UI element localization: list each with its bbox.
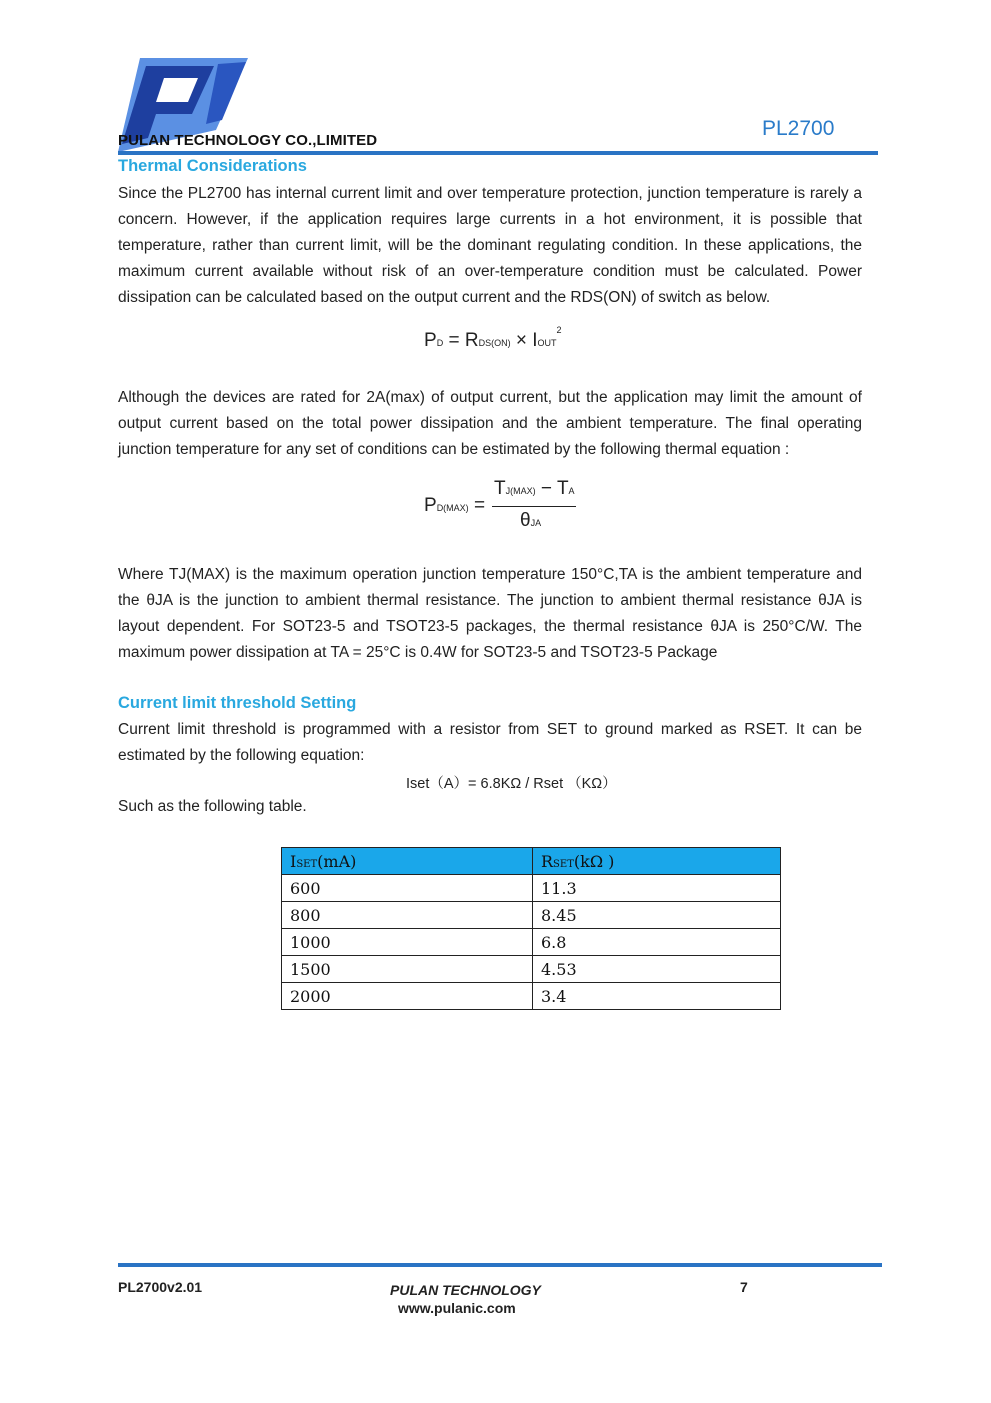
iset-equation: Iset（A）= 6.8KΩ / Rset （KΩ）	[406, 776, 617, 792]
part-number: PL2700	[762, 117, 835, 140]
current-limit-heading: Current limit threshold Setting	[118, 694, 357, 712]
table-header-iset: ISET(mA)	[282, 848, 533, 875]
table-cell: 2000	[282, 983, 533, 1010]
footer-divider	[118, 1263, 882, 1267]
table-cell: 600	[282, 875, 533, 902]
thermal-paragraph-3: Where TJ(MAX) is the maximum operation junction temperature 150°C,TA is the ambient temperature and the θJA is the junction to ambient thermal resistance. The junction to ambient thermal resistance θJA is layout dependent. For SOT23-5 and TSOT23-5 packages, the thermal resistance θJA is 250°C/W. The maximum power dissipation at TA = 25°C is 0.4W for SOT23-5 and TSOT23-5 Package	[118, 566, 862, 661]
footer-version: PL2700v2.01	[118, 1279, 203, 1295]
table-cell: 1000	[282, 929, 533, 956]
table-row	[282, 875, 781, 902]
header-divider	[118, 151, 878, 155]
thermal-paragraph-2: Although the devices are rated for 2A(max) of output current, but the application may limit the amount of output current based on the total power dissipation and the ambient temperature. The final operating junction temperature for any set of conditions can be estimated by the following thermal equation :	[118, 389, 862, 458]
table-cell: 8.45	[533, 902, 781, 929]
table-cell: 3.4	[533, 983, 781, 1010]
footer-url[interactable]: www.pulanic.com	[398, 1300, 516, 1316]
table-row	[282, 902, 781, 929]
table-cell: 1500	[282, 956, 533, 983]
thermal-paragraph-1: Since the PL2700 has internal current limit and over temperature protection, junction temperature is rarely a concern. However, if the application requires large currents in a hot environment, it is possible that temperature, rather than current limit, will be the dominant regulating condition. In these applications, the maximum current available without risk of an over-temperature condition must be calculated. Power dissipation can be calculated based on the output current and the RDS(ON) of switch as below.	[118, 185, 862, 306]
thermal-heading: Thermal Considerations	[118, 157, 307, 175]
max-power-equation: PD(MAX) = TJ(MAX) − TA θJA	[424, 478, 575, 531]
table-header-rset: RSET(kΩ )	[533, 848, 781, 875]
table-intro: Such as the following table.	[118, 798, 307, 815]
footer-company: PULAN TECHNOLOGY	[390, 1282, 541, 1298]
table-cell: 11.3	[533, 875, 781, 902]
rset-table	[281, 847, 781, 1010]
current-limit-paragraph: Current limit threshold is programmed with a resistor from SET to ground marked as RSET. It can be estimated by the following equation:	[118, 721, 862, 764]
table-row	[282, 956, 781, 983]
company-name: PULAN TECHNOLOGY CO.,LIMITED	[118, 132, 378, 149]
table-cell: 4.53	[533, 956, 781, 983]
table-header-row	[282, 848, 781, 875]
table-cell: 6.8	[533, 929, 781, 956]
page-number: 7	[740, 1279, 748, 1295]
fraction-bar	[492, 506, 576, 507]
table-row	[282, 983, 781, 1010]
table-row	[282, 929, 781, 956]
power-dissipation-equation: PD = RDS(ON) × IOUT$^2$	[424, 324, 562, 351]
table-cell: 800	[282, 902, 533, 929]
